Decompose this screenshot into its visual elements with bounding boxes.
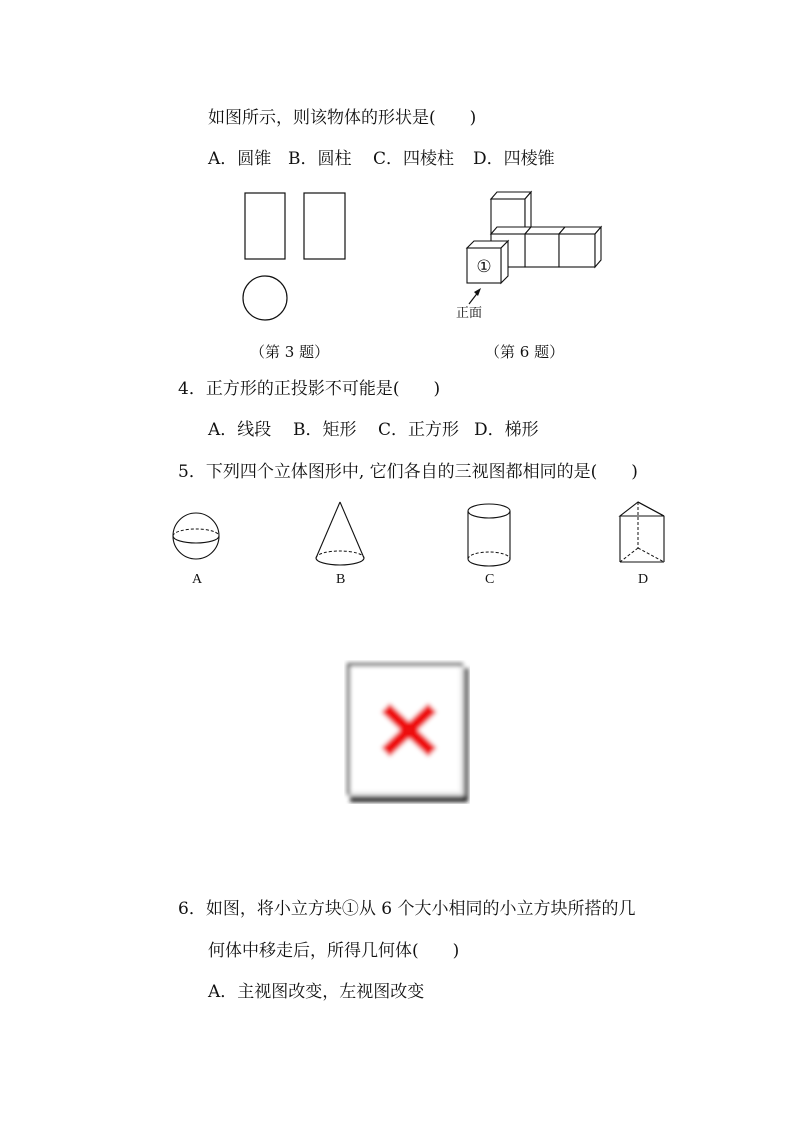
solid-d-triangular-prism	[616, 498, 672, 570]
solid-b-cone	[312, 498, 372, 570]
q4-options	[208, 419, 539, 441]
q4-option-c: C．正方形	[378, 420, 460, 440]
q5-stem: 5．下列四个立体图形中, 它们各自的三视图都相同的是( )	[178, 462, 638, 482]
front-arrow-head-icon	[474, 288, 481, 296]
caption-q3: （第 3 题）	[250, 343, 330, 361]
front-label: 正面	[455, 306, 483, 321]
q3-option-a: A．圆锥	[208, 149, 272, 169]
q4-stem: 4．正方形的正投影不可能是( )	[178, 379, 441, 399]
q3-stem: 如图所示，则该物体的形状是( )	[208, 108, 477, 128]
solid-c-label: C	[485, 572, 495, 587]
solid-a-label: A	[192, 572, 203, 587]
cube-1-mark: ①	[476, 257, 492, 277]
solid-d-label: D	[638, 572, 649, 587]
top-view-circle	[243, 276, 287, 320]
q6-cube-figure	[450, 186, 610, 326]
q6-option-a: A．主视图改变，左视图改变	[208, 982, 425, 1002]
q4-option-a: A．线段	[208, 420, 272, 440]
caption-q6: （第 6 题）	[485, 343, 565, 361]
broken-image-icon	[344, 660, 470, 804]
solid-b-label: B	[336, 572, 346, 587]
q3-option-c: C．四棱柱	[373, 149, 455, 169]
q6-stem-line1: 6．如图，将小立方块①从 6 个大小相同的小立方块所搭的几	[178, 899, 636, 919]
q6-stem-line2: 何体中移走后，所得几何体( )	[208, 941, 460, 961]
solid-c-cylinder	[464, 500, 516, 570]
q4-option-d: D．梯形	[474, 420, 539, 440]
q4-option-b: B．矩形	[293, 420, 357, 440]
front-view-rect	[245, 193, 285, 259]
q3-option-d: D．四棱锥	[473, 149, 555, 169]
q3-options	[208, 148, 555, 170]
solid-a-sphere	[170, 508, 226, 564]
q3-three-views-figure	[236, 188, 356, 328]
side-view-rect	[304, 193, 345, 259]
q3-option-b: B．圆柱	[288, 149, 352, 169]
